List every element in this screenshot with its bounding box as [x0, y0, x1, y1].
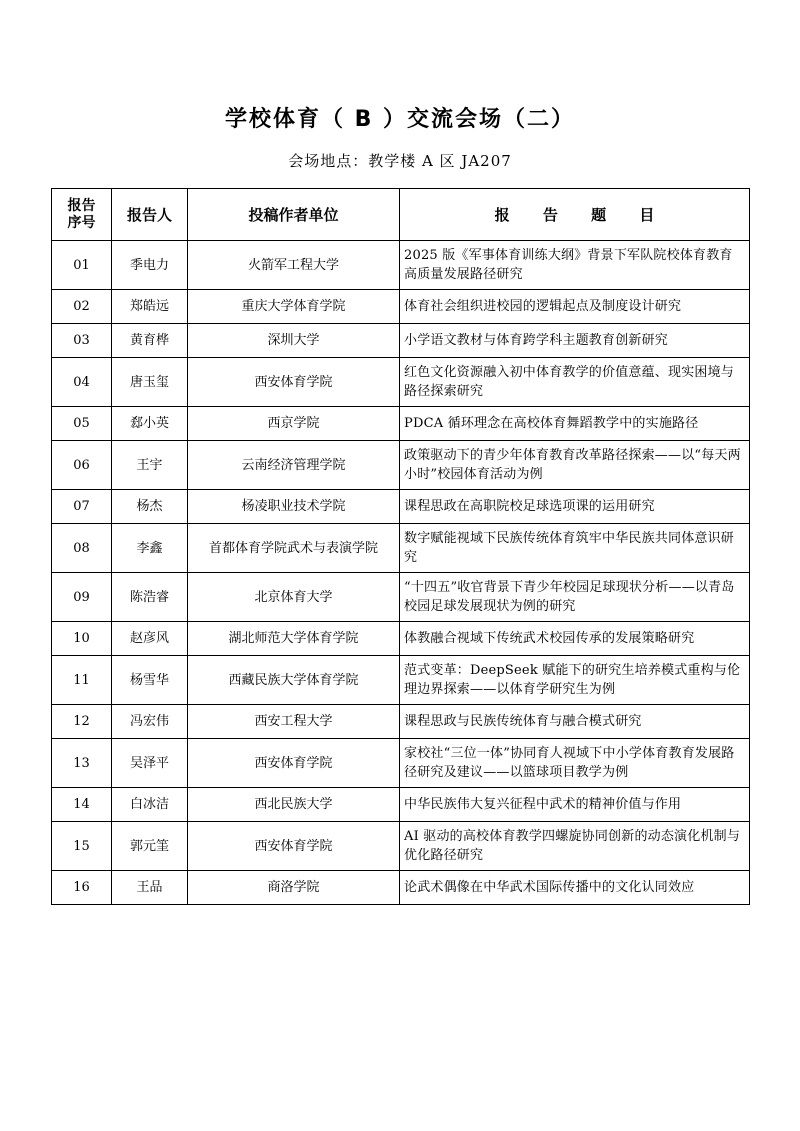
row-topic: 数字赋能视域下民族传统体育筑牢中华民族共同体意识研究: [400, 524, 750, 573]
row-reporter: 陈浩睿: [112, 573, 188, 622]
table-row: [52, 822, 750, 871]
row-topic: 中华民族伟大复兴征程中武术的精神价值与作用: [400, 788, 750, 822]
row-topic: 家校社“三位一体”协同育人视域下中小学体育教育发展路径研究及建议——以篮球项目教学为例: [400, 739, 750, 788]
row-number: 08: [52, 524, 112, 573]
row-reporter: 杨雪华: [112, 656, 188, 705]
row-number: 03: [52, 324, 112, 358]
table-row: [52, 622, 750, 656]
row-number: 16: [52, 871, 112, 905]
row-number: 07: [52, 490, 112, 524]
header-report-number-line2: 序号: [67, 214, 96, 231]
row-unit: 首都体育学院武术与表演学院: [188, 524, 400, 573]
table-row: [52, 490, 750, 524]
row-unit: 深圳大学: [188, 324, 400, 358]
row-topic: 体教融合视域下传统武术校园传承的发展策略研究: [400, 622, 750, 656]
row-unit: 西安体育学院: [188, 739, 400, 788]
row-number: 04: [52, 358, 112, 407]
row-topic: 红色文化资源融入初中体育教学的价值意蕴、现实困境与路径探索研究: [400, 358, 750, 407]
table-header-row: [52, 189, 750, 241]
table-row: [52, 871, 750, 905]
row-number: 06: [52, 441, 112, 490]
row-unit: 商洛学院: [188, 871, 400, 905]
row-reporter: 吴泽平: [112, 739, 188, 788]
row-topic: PDCA 循环理念在高校体育舞蹈教学中的实施路径: [400, 407, 750, 441]
row-unit: 云南经济管理学院: [188, 441, 400, 490]
row-unit: 湖北师范大学体育学院: [188, 622, 400, 656]
schedule-table: [51, 188, 750, 905]
row-reporter: 郄小英: [112, 407, 188, 441]
row-reporter: 白冰洁: [112, 788, 188, 822]
row-unit: 杨凌职业技术学院: [188, 490, 400, 524]
row-unit: 西安体育学院: [188, 358, 400, 407]
table-row: [52, 573, 750, 622]
row-topic: 范式变革：DeepSeek 赋能下的研究生培养模式重构与伦理边界探索——以体育学研究生为例: [400, 656, 750, 705]
header-topic: [400, 189, 750, 241]
row-reporter: 郭元筀: [112, 822, 188, 871]
row-unit: 西北民族大学: [188, 788, 400, 822]
row-unit: 火箭军工程大学: [188, 241, 400, 290]
row-number: 10: [52, 622, 112, 656]
row-topic: 小学语文教材与体育跨学科主题教育创新研究: [400, 324, 750, 358]
table-row: [52, 739, 750, 788]
row-unit: 北京体育大学: [188, 573, 400, 622]
table-row: [52, 441, 750, 490]
row-unit: 西藏民族大学体育学院: [188, 656, 400, 705]
row-reporter: 唐玉玺: [112, 358, 188, 407]
row-number: 01: [52, 241, 112, 290]
row-number: 09: [52, 573, 112, 622]
header-unit: 投稿作者单位: [188, 189, 400, 241]
row-topic: 课程思政与民族传统体育与融合模式研究: [400, 705, 750, 739]
row-unit: 重庆大学体育学院: [188, 290, 400, 324]
table-row: [52, 407, 750, 441]
page-title: 学校体育（ B ）交流会场（二）: [224, 107, 576, 132]
row-reporter: 王宇: [112, 441, 188, 490]
row-number: 13: [52, 739, 112, 788]
header-report-number-line1: 报告: [67, 197, 96, 214]
table-row: [52, 524, 750, 573]
row-number: 12: [52, 705, 112, 739]
table-row: [52, 241, 750, 290]
row-reporter: 杨杰: [112, 490, 188, 524]
row-topic: AI 驱动的高校体育教学四螺旋协同创新的动态演化机制与优化路径研究: [400, 822, 750, 871]
row-unit: 西京学院: [188, 407, 400, 441]
row-topic: “十四五”收官背景下青少年校园足球现状分析——以青岛校园足球发展现状为例的研究: [400, 573, 750, 622]
row-reporter: 冯宏伟: [112, 705, 188, 739]
row-topic: 政策驱动下的青少年体育教育改革路径探索——以“每天两小时”校园体育活动为例: [400, 441, 750, 490]
row-topic: 体育社会组织进校园的逻辑起点及制度设计研究: [400, 290, 750, 324]
header-reporter: 报告人: [112, 189, 188, 241]
row-number: 05: [52, 407, 112, 441]
row-reporter: 赵彦风: [112, 622, 188, 656]
row-unit: 西安体育学院: [188, 822, 400, 871]
row-reporter: 季电力: [112, 241, 188, 290]
row-topic: 论武术偶像在中华武术国际传播中的文化认同效应: [400, 871, 750, 905]
header-report-number: [52, 189, 112, 241]
table-row: [52, 656, 750, 705]
table-row: [52, 290, 750, 324]
row-reporter: 郑皓远: [112, 290, 188, 324]
row-number: 14: [52, 788, 112, 822]
row-number: 02: [52, 290, 112, 324]
header-topic-label: 报 告 题 目: [494, 206, 669, 224]
table-row: [52, 358, 750, 407]
table-row: [52, 705, 750, 739]
table-row: [52, 788, 750, 822]
row-topic: 2025 版《军事体育训练大纲》背景下军队院校体育教育高质量发展路径研究: [400, 241, 750, 290]
row-topic: 课程思政在高职院校足球选项课的运用研究: [400, 490, 750, 524]
row-reporter: 黄育桦: [112, 324, 188, 358]
row-number: 11: [52, 656, 112, 705]
table-row: [52, 324, 750, 358]
row-number: 15: [52, 822, 112, 871]
row-unit: 西安工程大学: [188, 705, 400, 739]
venue-subtitle: 会场地点：教学楼 A 区 JA207: [288, 152, 512, 170]
row-reporter: 王品: [112, 871, 188, 905]
row-reporter: 李鑫: [112, 524, 188, 573]
